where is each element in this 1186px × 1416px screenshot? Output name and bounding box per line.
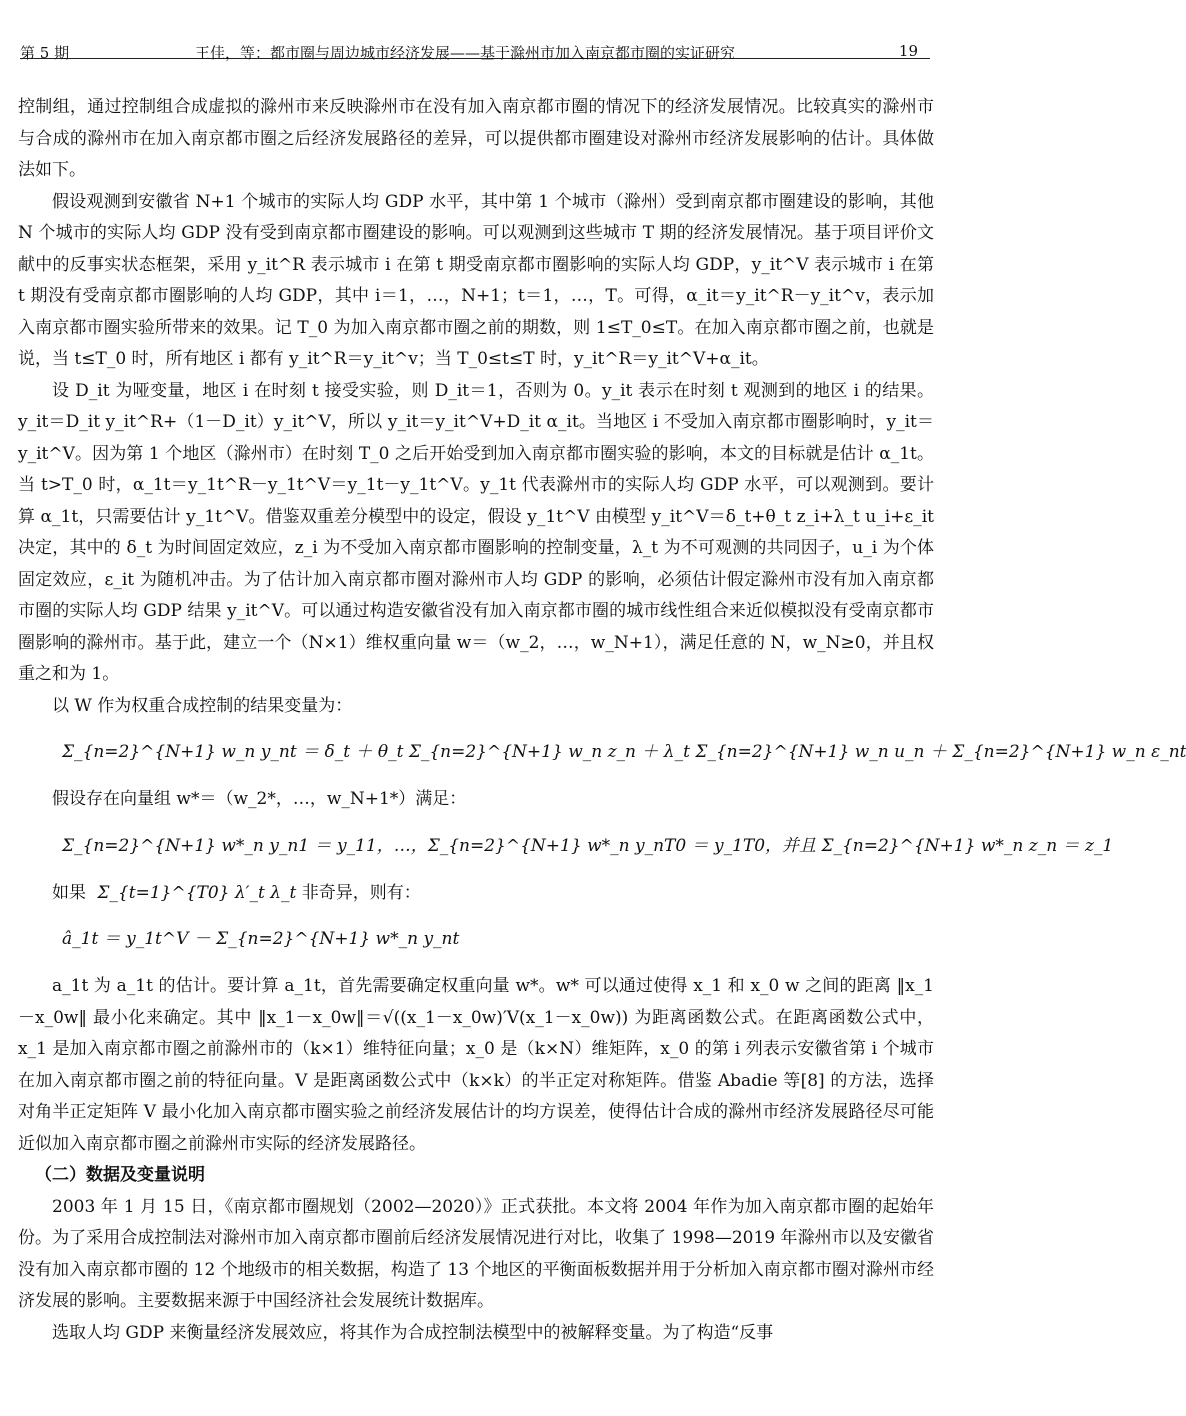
equation-1: Σ_{n=2}^{N+1} w_n y_nt ＝ δ_t ＋ θ_t Σ_{n=2}^{N+1} w_n z_n ＋ λ_t Σ_{n=2}^{N+1} w_n u_n ＋ Σ_{n=2}^{N+1} w_n ε_nt xyxy=(62,742,1186,763)
paragraph-7: a_1t 为 a_1t 的估计。要计算 a_1t，首先需要确定权重向量 w*。w* 可以通过使得 x_1 和 x_0 w 之间的距离 ‖x_1－x_0w‖ 最小化来确定。其中 ‖x_1－x_0w‖＝√((x_1－x_0w)′V(x_1－x_0w)) 为距离函数公式。在距离函数公式中，x_1 是加入南京都市圈之前滁州市的（k×1）维特征向量；x_0 是（k×N）维矩阵，x_0 的第 i 列表示安徽省第 i 个城市在加入南京都市圈之前的特征向量。V 是距离函数公式中（k×k）的半正定对称矩阵。借鉴 Abadie 等[8] 的方法，选择对角半正定矩阵 V 最小化加入南京都市圈实验之前经济发展估计的均方误差，使得估计合成的滁州市经济发展路径尽可能近似加入南京都市圈之前滁州市实际的经济发展路径。 xyxy=(18,976,934,1154)
section-heading: （二）数据及变量说明 xyxy=(35,1165,205,1185)
page-header xyxy=(20,28,930,62)
paragraph-3: 设 D_it 为哑变量，地区 i 在时刻 t 接受实验，则 D_it＝1，否则为 0。y_it 表示在时刻 t 观测到的地区 i 的结果。y_it＝D_it y_it^R+（1－D_it）y_it^V，所以 y_it＝y_it^V+D_it α_it。当地区 i 不受加入南京都市圈影响时，y_it＝y_it^V。因为第 1 个地区（滁州市）在时刻 T_0 之后开始受到加入南京都市圈实验的影响，本文的目标就是估计 α_1t。当 t>T_0 时，α_1t＝y_1t^R－y_1t^V＝y_1t－y_1t^V。y_1t 代表滁州市的实际人均 GDP 水平，可以观测到。要计算 α_1t，只需要估计 y_1t^V。借鉴双重差分模型中的设定，假设 y_1t^V 由模型 y_it^V＝δ_t+θ_t z_i+λ_t u_i+ε_it 决定，其中的 δ_t 为时间固定效应，z_i 为不受加入南京都市圈影响的控制变量，λ_t 为不可观测的共同因子，u_i 为个体固定效应，ε_it 为随机冲击。为了估计加入南京都市圈对滁州市人均 GDP 的影响，必须估计假定滁州市没有加入南京都市圈的实际人均 GDP 结果 y_it^V。可以通过构造安徽省没有加入南京都市圈的城市线性组合来近似模拟没有受南京都市圈影响的滁州市。基于此，建立一个（N×1）维权重向量 w＝（w_2，…，w_N+1），满足任意的 N，w_N≥0，并且权重之和为 1。 xyxy=(18,380,934,684)
condition-prefix: 如果 xyxy=(52,882,86,903)
equation-2: Σ_{n=2}^{N+1} w*_n y_n1 ＝ y_11，…，Σ_{n=2}^{N+1} w*_n y_nT0 ＝ y_1T0，并且 Σ_{n=2}^{N+1} w*_n z_n ＝ z_1 xyxy=(62,835,1114,856)
paragraph-1: 控制组，通过控制组合成虚拟的滁州市来反映滁州市在没有加入南京都市圈的情况下的经济发展情况。比较真实的滁州市与合成的滁州市在加入南京都市圈之后经济发展路径的差异，可以提供都市圈建设对滁州市经济发展影响的估计。具体做法如下。 xyxy=(18,97,934,180)
paragraph-8: 2003 年 1 月 15 日，《南京都市圈规划（2002—2020）》正式获批。本文将 2004 年作为加入南京都市圈的起始年份。为了采用合成控制法对滁州市加入南京都市圈前后经济发展情况进行对比，收集了 1998—2019 年滁州市以及安徽省没有加入南京都市圈的 12 个地级市的相关数据，构造了 13 个地区的平衡面板数据并用于分析加入南京都市圈对滁州市经济发展的影响。主要数据来源于中国经济社会发展统计数据库。 xyxy=(18,1196,934,1311)
running-title: 王佳，等：都市圈与周边城市经济发展——基于滁州市加入南京都市圈的实证研究 xyxy=(195,44,736,62)
paragraph-4: 以 W 作为权重合成控制的结果变量为： xyxy=(52,695,353,716)
issue-label: 第 5 期 xyxy=(20,44,70,62)
paragraph-9: 选取人均 GDP 来衡量经济发展效应，将其作为合成控制法模型中的被解释变量。为了构造“反事 xyxy=(52,1322,774,1343)
condition-suffix: 非奇异，则有： xyxy=(301,882,421,903)
paragraph-2: 假设观测到安徽省 N+1 个城市的实际人均 GDP 水平，其中第 1 个城市（滁州）受到南京都市圈建设的影响，其他 N 个城市的实际人均 GDP 没有受到南京都市圈建设的影响。可以观测到这些城市 T 期的经济发展情况。基于项目评价文献中的反事实状态框架，采用 y_it^R 表示城市 i 在第 t 期受南京都市圈影响的实际人均 GDP，y_it^V 表示城市 i 在第 t 期没有受南京都市圈影响的人均 GDP，其中 i＝1，…，N+1；t＝1，…，T。可得，α_it＝y_it^R－y_it^v，表示加入南京都市圈实验所带来的效果。记 T_0 为加入南京都市圈之前的期数，则 1≤T_0≤T。在加入南京都市圈之前，也就是说，当 t≤T_0 时，所有地区 i 都有 y_it^R＝y_it^v；当 T_0≤t≤T 时，y_it^R＝y_it^V+α_it。 xyxy=(18,191,934,369)
equation-3: Σ_{t=1}^{T0} λ′_t λ_t xyxy=(97,882,297,903)
article-body xyxy=(18,92,1186,1349)
page-number: 19 xyxy=(898,42,918,60)
equation-4: â_1t ＝ y_1t^V － Σ_{n=2}^{N+1} w*_n y_nt xyxy=(62,929,460,950)
paragraph-6 xyxy=(18,878,934,910)
paragraph-5: 假设存在向量组 w*＝（w_2*，…，w_N+1*）满足： xyxy=(52,789,467,809)
